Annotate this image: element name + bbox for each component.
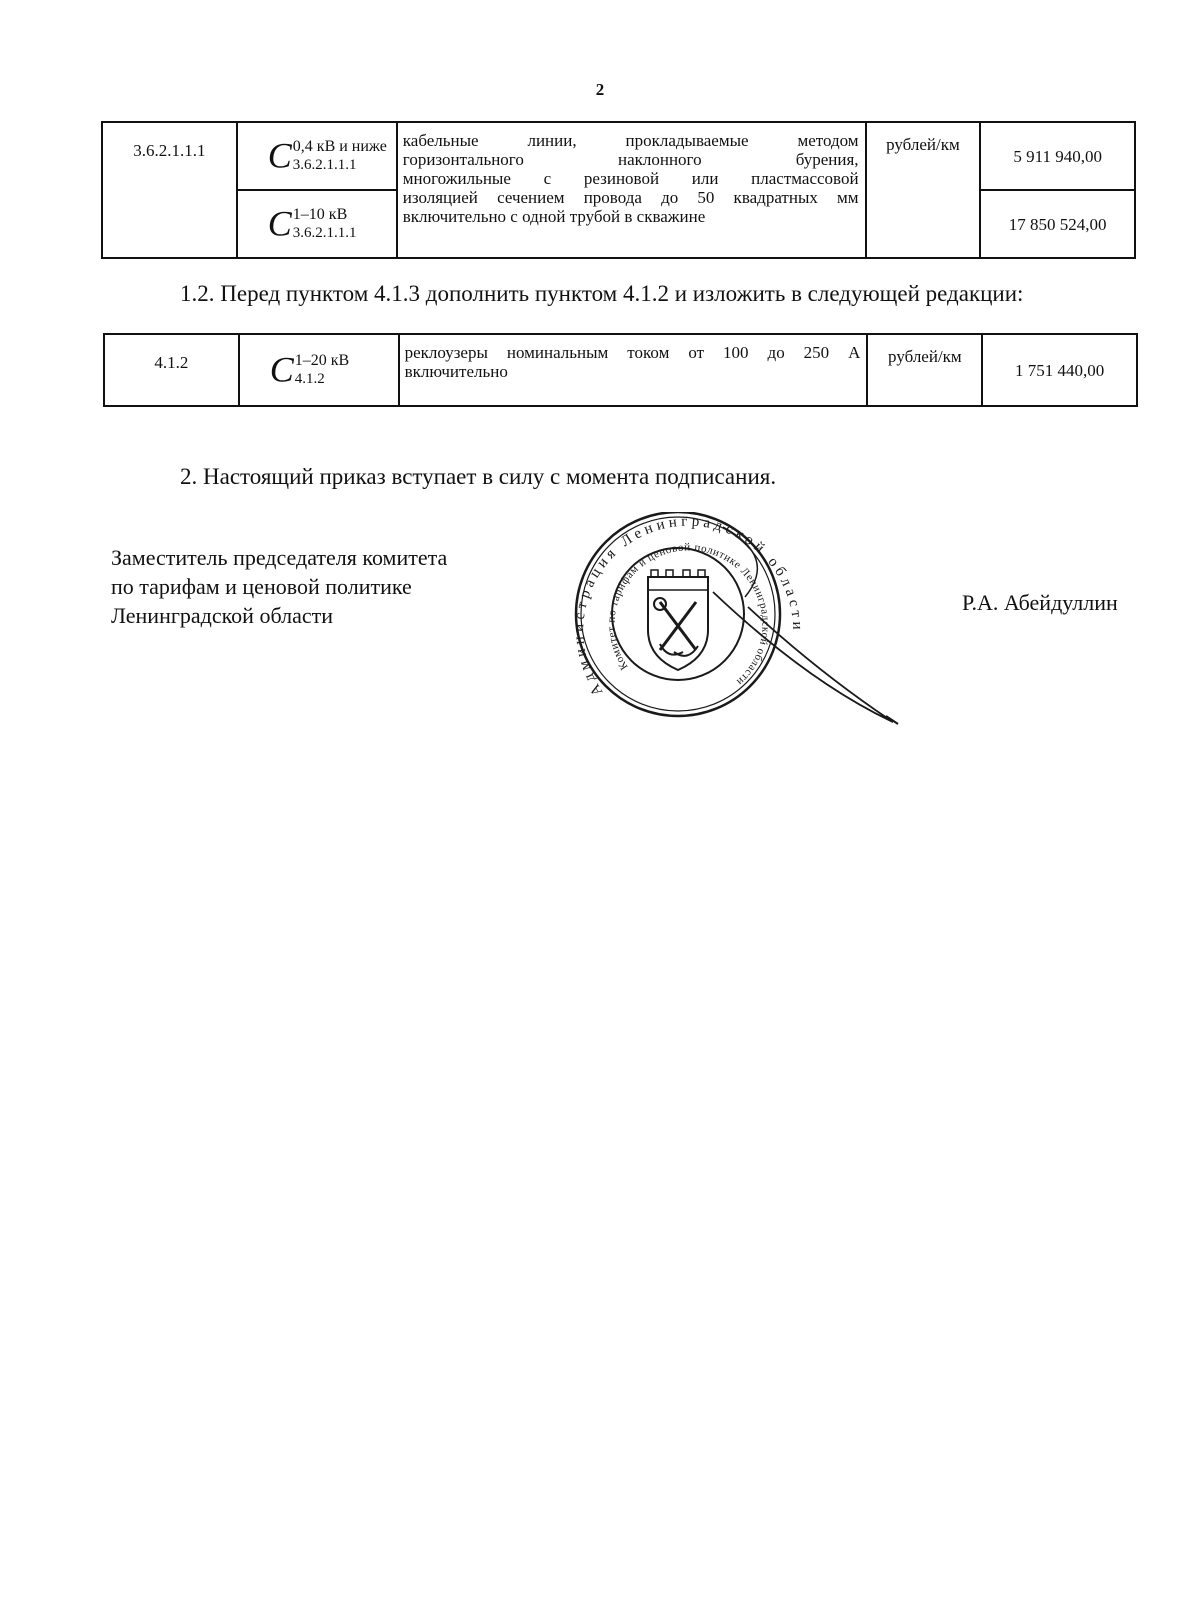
page-number: 2 (595, 80, 605, 99)
item-code: 4.1.2 (104, 334, 239, 406)
voltage-superscript: 1–20 кВ (294, 352, 350, 369)
unit-of-measure: рублей/км (867, 334, 982, 406)
item-code: 3.6.2.1.1.1 (102, 122, 237, 258)
tariff-symbol: C 1–20 кВ 4.1.2 (239, 334, 399, 406)
tariff-table-4-1-2 (103, 333, 1138, 407)
symbol-subscript: 3.6.2.1.1.1 (292, 225, 357, 241)
tariff-table-3-6-2-1-1-1 (101, 121, 1136, 259)
tariff-value: 5 911 940,00 (980, 122, 1135, 190)
symbol-subscript: 4.1.2 (294, 371, 325, 387)
unit-of-measure: рублей/км (866, 122, 981, 258)
svg-text:Администрация Ленинградской об: Администрация Ленинградской области (571, 513, 806, 699)
official-seal-icon (548, 512, 928, 747)
tariff-value: 17 850 524,00 (980, 190, 1135, 258)
tariff-value: 1 751 440,00 (982, 334, 1137, 406)
signatory-position: Заместитель председателя комитета по тарифам и ценовой политике Ленинградской области (111, 545, 448, 628)
paragraph-2: 2. Настоящий приказ вступает в силу с момента подписания. (180, 464, 777, 489)
svg-text:Комитет по тарифам и ценовой п: Комитет по тарифам и ценовой политике Ленинградской области (605, 541, 772, 689)
voltage-superscript: 0,4 кВ и ниже (292, 138, 387, 155)
voltage-superscript: 1–10 кВ (292, 206, 348, 223)
tariff-symbol: C 0,4 кВ и ниже 3.6.2.1.1.1 (237, 122, 397, 190)
item-description: кабельные линии, прокладываемые методом горизонтального наклонного бурения, многожильные с резиновой или пластмассовой изоляцией сечением провода до 50 квадратных мм включительно с одной трубой в скважине (397, 122, 866, 258)
signatory-name: Р.А. Абейдуллин (962, 590, 1118, 615)
tariff-symbol: C 1–10 кВ 3.6.2.1.1.1 (237, 190, 397, 258)
symbol-subscript: 3.6.2.1.1.1 (292, 157, 357, 173)
paragraph-1-2: 1.2. Перед пунктом 4.1.3 дополнить пунктом 4.1.2 и изложить в следующей редакции: (180, 281, 1024, 306)
item-description: реклоузеры номинальным током от 100 до 250 А включительно (399, 334, 868, 406)
